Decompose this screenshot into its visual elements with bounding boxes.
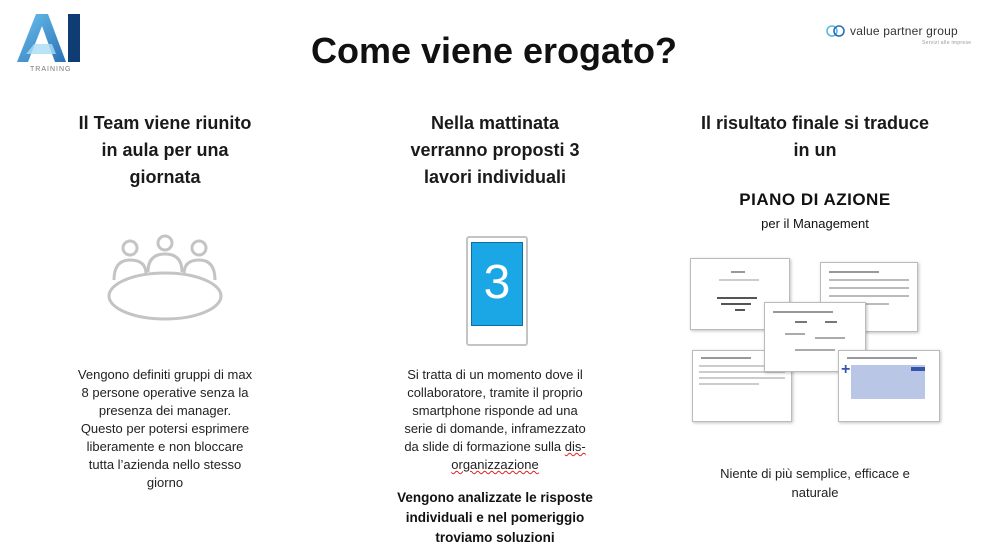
spellcheck-word: dis- [564,439,586,454]
smartphone-icon [466,236,528,346]
heading-line: giornata [129,167,201,187]
heading-line: in un [793,140,837,160]
body-line: giorno [146,475,184,490]
body-line: serie di domande, inframezzato [404,421,586,436]
bold-line: troviamo soluzioni [435,530,555,545]
column-2-body [370,366,620,474]
heading-line: lavori individuali [423,167,567,187]
brand-name: value partner group [850,24,958,38]
footer-line: Niente di più semplice, efficace e [720,466,910,481]
document-collage-icon [688,256,944,426]
column-2-bold [370,488,620,548]
body-line: 8 persone operative senza la [81,385,249,400]
body-line: smartphone risponde ad una [412,403,578,418]
bold-line: individuali e nel pomeriggio [405,510,585,525]
document-thumb [838,350,940,422]
body-line: Si tratta di un momento dove il [407,367,583,382]
phone-screen [471,242,523,326]
column-1-heading [40,110,290,191]
footer-line: naturale [791,485,839,500]
heading-line: in aula per una [101,140,229,160]
bold-line: Vengono analizzate le risposte [397,490,593,505]
spellcheck-word: organizzazione [451,457,539,472]
column-3-heading [670,110,960,164]
phone-number: 3 [483,256,511,309]
page-title: Come viene erogato? [310,30,678,71]
body-line: Vengono definiti gruppi di max [77,367,253,382]
heading-line: Il Team viene riunito [78,113,252,133]
body-line: presenza dei manager. [98,403,232,418]
heading-line: Il risultato finale si traduce [700,113,930,133]
body-line: collaboratore, tramite il proprio [407,385,583,400]
body-line: tutta l’azienda nello stesso [88,457,242,472]
brand-tagline: Servizi alle imprese [922,40,972,46]
heading-line: Nella mattinata [430,113,560,133]
column-1-body [40,366,290,492]
meeting-table-icon [104,232,228,324]
minus-icon [911,367,925,371]
plan-title: PIANO DI AZIONE [739,190,891,209]
plan-subtitle: per il Management [761,216,869,231]
column-2-heading [370,110,620,191]
body-line: Questo per potersi esprimere [80,421,250,436]
column-3-footer [670,464,960,502]
body-line [370,438,620,456]
body-text-segment: da slide di formazione sulla [404,439,565,454]
heading-line: verranno proposti 3 [410,140,580,160]
body-line: liberamente e non bloccare [86,439,244,454]
training-label: TRAINING [30,66,72,73]
plus-icon: + [841,361,851,378]
body-line [370,456,620,474]
